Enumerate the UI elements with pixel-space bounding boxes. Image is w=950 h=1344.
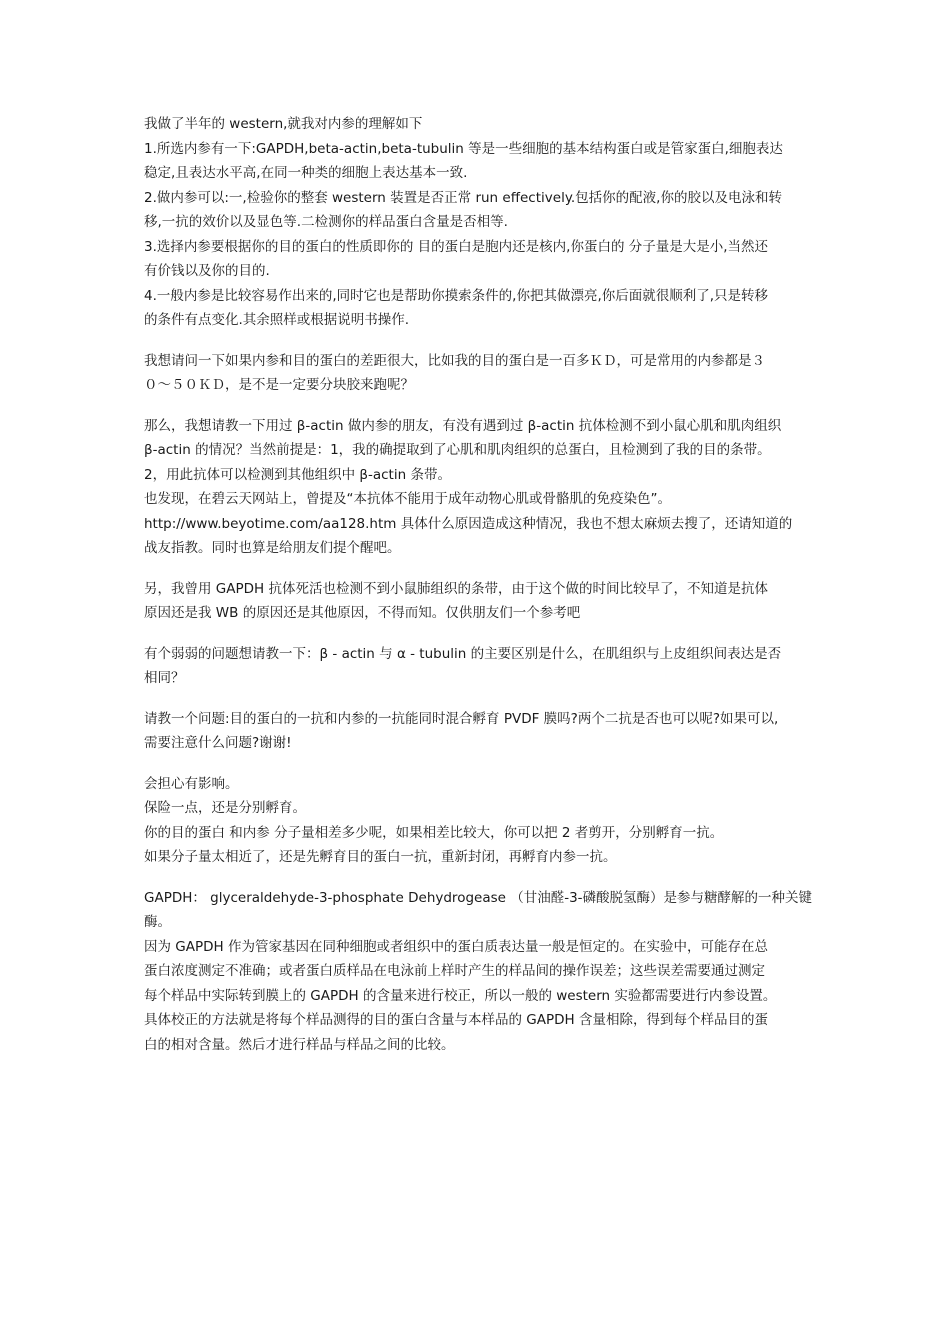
text-line: 保险一点，还是分别孵育。	[144, 800, 306, 816]
text-line: 4.一般内参是比较容易作出来的,同时它也是帮助你摸索条件的,你把其做漂亮,你后面就很顺利了,只是转移	[144, 287, 769, 304]
text-line: 白的相对含量。然后才进行样品与样品之间的比较。	[144, 1036, 455, 1053]
text-line: 需要注意什么问题?谢谢!	[144, 735, 292, 751]
text-line: 有价钱以及你的目的.	[144, 263, 270, 279]
paragraph	[144, 577, 812, 626]
paragraph	[144, 642, 812, 691]
paragraph	[144, 414, 812, 561]
paragraph-gap	[144, 626, 812, 642]
text-line: 蛋白浓度测定不准确；或者蛋白质样品在电泳前上样时产生的样品间的操作误差；这些误差需要通过测定	[144, 963, 765, 979]
text-line: 会担心有影响。	[144, 775, 239, 792]
text-line: 相同？	[144, 670, 185, 686]
text-line: 2，用此抗体可以检测到其他组织中 β-actin 条带。	[144, 466, 451, 483]
paragraph-gap	[144, 398, 812, 414]
paragraph-gap	[144, 756, 812, 772]
paragraph	[144, 349, 812, 398]
text-line: 具体校正的方法就是将每个样品测得的目的蛋白含量与本样品的 GAPDH 含量相除，得到每个样品目的蛋	[144, 1012, 768, 1028]
paragraph-gap	[144, 561, 812, 577]
paragraph-gap	[144, 333, 812, 349]
paragraph	[144, 112, 812, 333]
text-line: 3.选择内参要根据你的目的蛋白的性质即你的 目的蛋白是胞内还是核内,你蛋白的 分子量是大是小,当然还	[144, 238, 769, 255]
text-line: 我做了半年的 western,就我对内参的理解如下	[144, 116, 423, 132]
paragraph	[144, 886, 812, 1058]
text-line: 每个样品中实际转到膜上的 GAPDH 的含量来进行校正，所以一般的 western 实验都需要进行内参设置。	[144, 987, 777, 1004]
document-body	[144, 112, 812, 1057]
text-line: http://www.beyotime.com/aa128.htm 具体什么原因造成这种情况，我也不想太麻烦去搜了，还请知道的	[144, 515, 793, 532]
paragraph-gap	[144, 691, 812, 707]
text-line: 的条件有点变化.其余照样或根据说明书操作.	[144, 312, 410, 328]
paragraph-gap	[144, 870, 812, 886]
text-line: 酶。	[144, 914, 171, 930]
text-line: 因为 GAPDH 作为管家基因在同种细胞或者组织中的蛋白质表达量一般是恒定的。在实验中，可能存在总	[144, 938, 768, 955]
text-line: 如果分子量太相近了，还是先孵育目的蛋白一抗，重新封闭，再孵育内参一抗。	[144, 849, 617, 865]
paragraph	[144, 772, 812, 870]
paragraph	[144, 707, 812, 756]
text-line: 我想请问一下如果内参和目的蛋白的差距很大，比如我的目的蛋白是一百多ＫＤ，可是常用的内参都是３	[144, 352, 765, 369]
text-line: 另，我曾用 GAPDH 抗体死活也检测不到小鼠肺组织的条带，由于这个做的时间比较早了，不知道是抗体	[144, 580, 768, 597]
text-line: β-actin 的情况？当然前提是：1，我的确提取到了心肌和肌肉组织的总蛋白，且检测到了我的目的条带。	[144, 442, 771, 458]
text-line: GAPDH： glyceraldehyde-3-phosphate Dehydrogease （甘油醛-3-磷酸脱氢酶）是参与糖酵解的一种关键	[144, 889, 813, 906]
text-line: 你的目的蛋白 和内参 分子量相差多少呢，如果相差比较大，你可以把 2 者剪开，分别孵育一抗。	[144, 824, 724, 841]
text-line: ０～５０ＫＤ，是不是一定要分块胶来跑呢？	[144, 377, 414, 393]
text-line: 2.做内参可以:一,检验你的整套 western 装置是否正常 run effectively.包括你的配液,你的胶以及电泳和转	[144, 189, 782, 206]
text-line: 也发现，在碧云天网站上，曾提及“本抗体不能用于成年动物心肌或骨骼肌的免疫染色”。	[144, 491, 671, 507]
text-line: 稳定,且表达水平高,在同一种类的细胞上表达基本一致.	[144, 165, 468, 181]
text-line: 请教一个问题:目的蛋白的一抗和内参的一抗能同时混合孵育 PVDF 膜吗?两个二抗是否也可以呢?如果可以,	[144, 710, 779, 727]
text-line: 移,一抗的效价以及显色等.二检测你的样品蛋白含量是否相等.	[144, 214, 508, 230]
text-line: 1.所选内参有一下:GAPDH,beta-actin,beta-tubulin 等是一些细胞的基本结构蛋白或是管家蛋白,细胞表达	[144, 140, 783, 157]
text-line: 原因还是我 WB 的原因还是其他原因，不得而知。仅供朋友们一个参考吧	[144, 605, 581, 621]
text-line: 战友指教。同时也算是给朋友们提个醒吧。	[144, 540, 401, 556]
text-line: 那么，我想请教一下用过 β-actin 做内参的朋友，有没有遇到过 β-actin 抗体检测不到小鼠心肌和肌肉组织	[144, 417, 782, 434]
text-line: 有个弱弱的问题想请教一下：β - actin 与 α - tubulin 的主要区别是什么，在肌组织与上皮组织间表达是否	[144, 645, 782, 662]
